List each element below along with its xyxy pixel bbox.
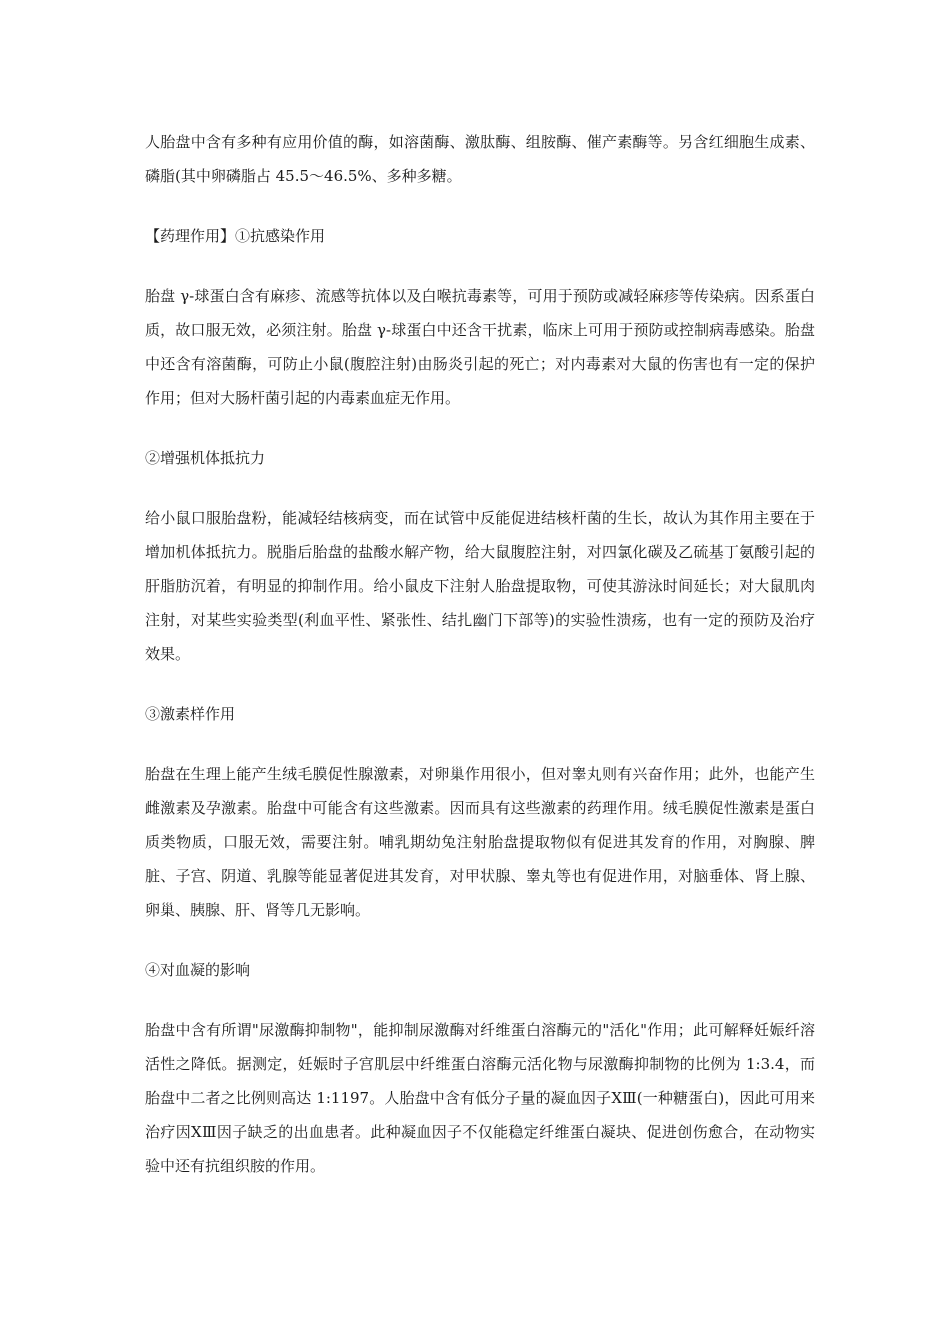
immunity-paragraph: 给小鼠口服胎盘粉，能减轻结核病变，而在试管中反能促进结核杆菌的生长，故认为其作用主要在于增加机体抵抗力。脱脂后胎盘的盐酸水解产物，给大鼠腹腔注射，对四氯化碳及乙硫基丁氨酸引起的肝脂肪沉着，有明显的抑制作用。给小鼠皮下注射人胎盘提取物，可使其游泳时间延长；对大鼠肌肉注射，对某些实验类型(利血平性、紧张性、结扎幽门下部等)的实验性溃疡，也有一定的预防及治疗效果。 xyxy=(145,509,815,663)
hormone-paragraph: 胎盘在生理上能产生绒毛膜促性腺激素，对卵巢作用很小，但对睾丸则有兴奋作用；此外，也能产生雌激素及孕激素。胎盘中可能含有这些激素。因而具有这些激素的药理作用。绒毛膜促性激素是蛋白质类物质，口服无效，需要注射。哺乳期幼兔注射胎盘提取物似有促进其发育的作用，对胸腺、脾脏、子宫、阴道、乳腺等能显著促进其发育，对甲状腺、睾丸等也有促进作用，对脑垂体、肾上腺、卵巢、胰腺、肝、肾等几无影响。 xyxy=(145,765,815,919)
coagulation-paragraph: 胎盘中含有所谓"尿激酶抑制物"，能抑制尿激酶对纤维蛋白溶酶元的"活化"作用；此可解释妊娠纤溶活性之降低。据测定，妊娠时子宫肌层中纤维蛋白溶酶元活化物与尿激酶抑制物的比例为 1:3.4，而胎盘中二者之比例则高达 1:1197。人胎盘中含有低分子量的凝血因子ⅩⅢ(一种糖蛋白)，因此可用来治疗因ⅩⅢ因子缺乏的出血患者。此种凝血因子不仅能稳定纤维蛋白凝块、促进创伤愈合，在动物实验中还有抗组织胺的作用。 xyxy=(145,1021,815,1175)
anti-infection-paragraph: 胎盘 γ-球蛋白含有麻疹、流感等抗体以及白喉抗毒素等，可用于预防或减轻麻疹等传染病。因系蛋白质，故口服无效，必须注射。胎盘 γ-球蛋白中还含干扰素，临床上可用于预防或控制病毒感染。胎盘中还含有溶菌酶，可防止小鼠(腹腔注射)由肠炎引起的死亡；对内毒素对大鼠的伤害也有一定的保护作用；但对大肠杆菌引起的内毒素血症无作用。 xyxy=(145,287,815,407)
paragraph-gap xyxy=(145,987,815,1013)
immunity-heading: ②增强机体抵抗力 xyxy=(145,449,266,467)
intro-paragraph: 人胎盘中含有多种有应用价值的酶，如溶菌酶、激肽酶、组胺酶、催产素酶等。另含红细胞生成素、磷脂(其中卵磷脂占 45.5～46.5%、多种多糖。 xyxy=(145,133,815,185)
paragraph-gap xyxy=(145,415,815,441)
document-body xyxy=(145,125,815,1183)
paragraph-gap xyxy=(145,253,815,279)
paragraph-gap xyxy=(145,731,815,757)
paragraph-gap xyxy=(145,927,815,953)
coagulation-heading: ④对血凝的影响 xyxy=(145,961,251,979)
pharmacology-heading: 【药理作用】①抗感染作用 xyxy=(145,227,326,245)
paragraph-gap xyxy=(145,671,815,697)
hormone-heading: ③激素样作用 xyxy=(145,705,236,723)
paragraph-gap xyxy=(145,475,815,501)
paragraph-gap xyxy=(145,193,815,219)
